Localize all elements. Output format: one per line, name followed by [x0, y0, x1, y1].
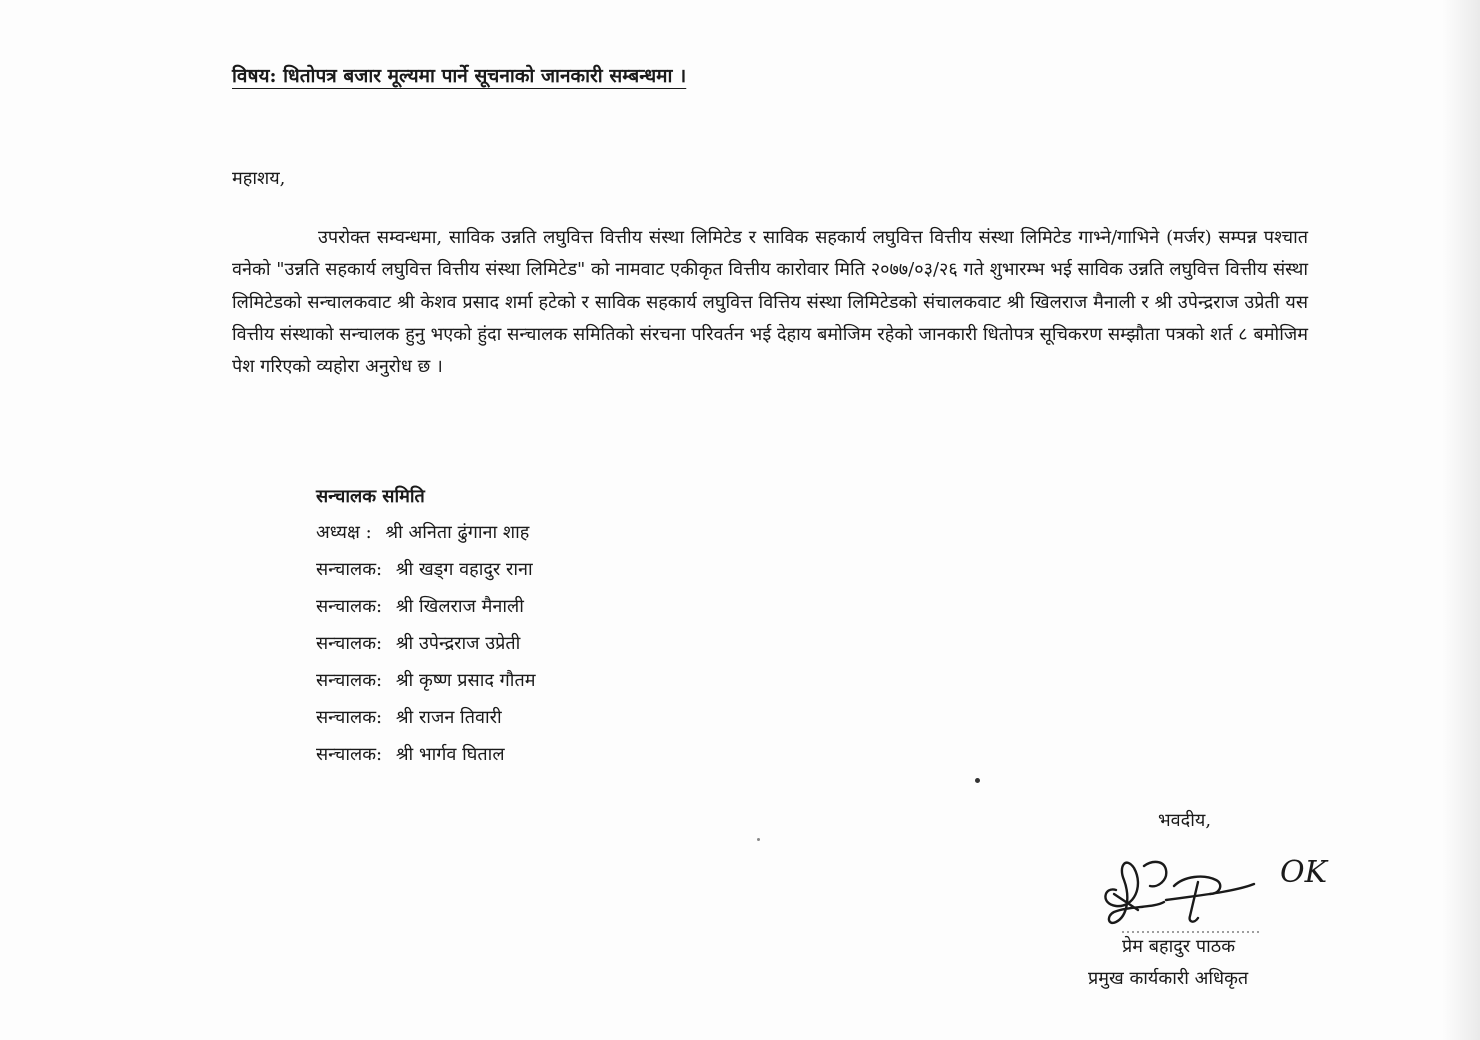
board-member: [316, 588, 535, 625]
scan-speck: [757, 838, 760, 841]
closing: भवदीय,: [1158, 810, 1212, 831]
member-name: श्री उपेन्द्रराज उप्रेती: [395, 633, 521, 654]
member-role: सन्चालक:: [316, 633, 383, 654]
member-role: सन्चालक:: [316, 707, 383, 728]
board-member: [316, 662, 535, 699]
member-role: अध्यक्ष :: [316, 522, 372, 543]
board-member: [316, 736, 535, 773]
member-name: श्री राजन तिवारी: [395, 707, 502, 728]
board-member: [316, 551, 535, 588]
board-member: [316, 699, 535, 736]
member-role: सन्चालक:: [316, 559, 383, 580]
member-name: श्री भार्गव घिताल: [395, 744, 505, 765]
board-member: [316, 625, 535, 662]
salutation: महाशय,: [232, 168, 286, 189]
letter-subject: विषय: धितोपत्र बजार मूल्यमा पार्ने सूचनाको जानकारी सम्बन्धमा ।: [232, 65, 687, 87]
signature-mark: OK: [1280, 855, 1328, 890]
board-title: सन्चालक समिति: [316, 486, 425, 507]
signer-title: प्रमुख कार्यकारी अधिकृत: [1088, 968, 1249, 989]
scan-speck: [975, 778, 980, 783]
member-role: सन्चालक:: [316, 596, 383, 617]
member-name: श्री अनिता ढुंगाना शाह: [385, 522, 530, 543]
member-role: सन्चालक:: [316, 670, 383, 691]
member-name: श्री खिलराज मैनाली: [395, 596, 524, 617]
signer-name: प्रेम बहादुर पाठक: [1122, 936, 1236, 957]
page-edge-shadow: [1442, 0, 1480, 1040]
board-member: [316, 514, 535, 551]
signature: [1094, 846, 1344, 942]
member-role: सन्चालक:: [316, 744, 383, 765]
letter-body: उपरोक्त सम्वन्धमा, साविक उन्नति लघुवित्त वित्तीय संस्था लिमिटेड र साविक सहकार्य लघुवित्त वित्तीय संस्था लिमिटेड गाभ्ने/गाभिने (मर्जर) सम्पन्न पश्चात वनेको "उन्नति सहकार्य लघुवित्त वित्तीय संस्था लिमिटेड" को नामवाट एकीकृत वित्तीय कारोवार मिति २०७७/०३/२६ गते शुभारम्भ भई साविक उन्नति लघुवित्त वित्तीय संस्था लिमिटेडको सन्चालकवाट श्री केशव प्रसाद शर्मा हटेको र साविक सहकार्य लघुवित्त वित्तिय संस्था लिमिटेडको संचालकवाट श्री खिलराज मैनाली र श्री उपेन्द्रराज उप्रेती यस वित्तीय संस्थाको सन्चालक हुनु भएको हुंदा सन्चालक समितिको संरचना परिवर्तन भई देहाय बमोजिम रहेको जानकारी धितोपत्र सूचिकरण सम्झौता पत्रको शर्त ८ बमोजिम पेश गरिएको व्यहोरा अनुरोध छ ।: [232, 227, 1308, 378]
member-name: श्री कृष्ण प्रसाद गौतम: [395, 670, 536, 691]
board-of-directors: [316, 480, 535, 773]
member-name: श्री खड्ग वहादुर राना: [395, 559, 533, 580]
